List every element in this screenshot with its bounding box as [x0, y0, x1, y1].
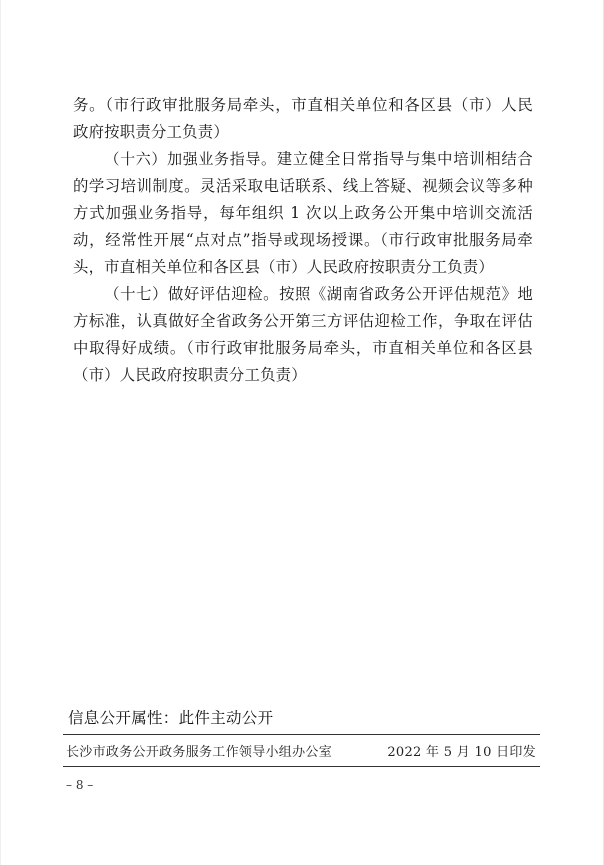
item-16-heading: （十六）加强业务指导。	[104, 150, 277, 168]
footer-rule-bottom	[63, 766, 540, 767]
item-17-text: 按照《湖南省政务公开评估规范》地方标准，认真做好全省政务公开第三方评估迎检工作，争取在评估中取得好成绩。（市行政审批服务局牵头，市直相关单位和各区县（市）人民政府按职责分工负责）	[73, 285, 533, 384]
page-number: – 8 –	[66, 778, 94, 792]
footer-rule-top	[63, 734, 540, 735]
paragraph-continued: 务。（市行政审批服务局牵头，市直相关单位和各区县（市）人民政府按职责分工负责）	[73, 96, 533, 141]
print-date: 2022 年 5 月 10 日印发	[387, 745, 536, 760]
issuing-office: 长沙市政务公开政务服务工作领导小组办公室	[66, 745, 333, 760]
disclosure-attribute: 信息公开属性：此件主动公开	[68, 709, 274, 727]
item-16-text: 建立健全日常指导与集中培训相结合的学习培训制度。灵活采取电话联系、线上答疑、视频会议等多种方式加强业务指导，每年组织 1 次以上政务公开集中培训交流活动，经常性开展“点对点”指导或现场授课。（市行政审批服务局牵头，市直相关单位和各区县（市）人民政府按职责分工负责）	[73, 150, 533, 276]
item-17-heading: （十七）做好评估迎检。	[104, 285, 280, 303]
document-body	[73, 92, 533, 389]
paragraph-item-17	[73, 281, 533, 389]
paragraph-item-16	[73, 146, 533, 281]
